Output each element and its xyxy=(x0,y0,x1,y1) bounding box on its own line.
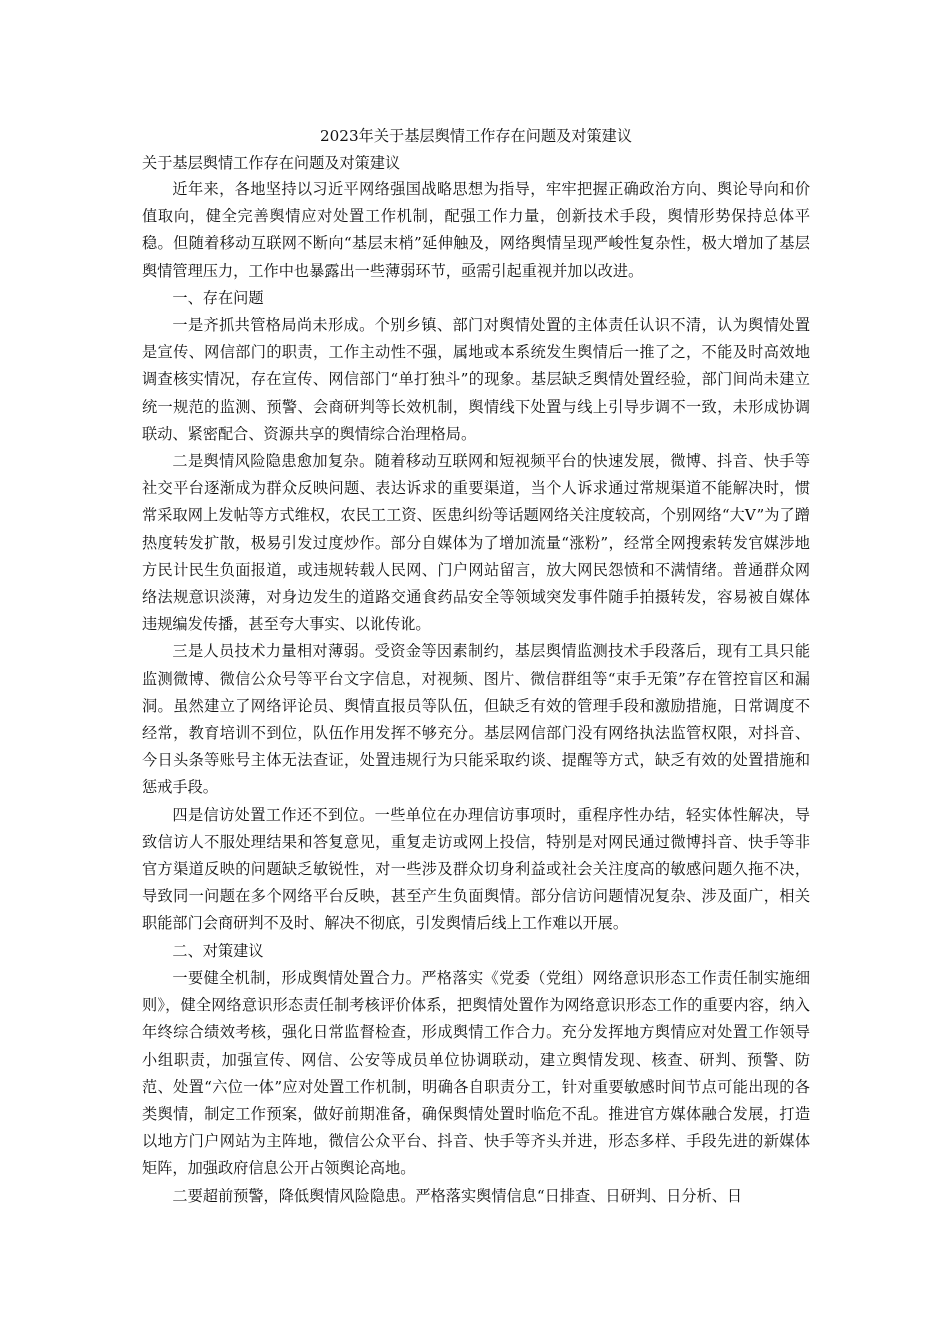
problem-paragraph-1: 一是齐抓共管格局尚未形成。个别乡镇、部门对舆情处置的主体责任认识不清，认为舆情处置是宣传、网信部门的职责，工作主动性不强，属地或本系统发生舆情后一推了之，不能及时高效地调查核实情况，存在宣传、网信部门“单打独斗”的现象。基层缺乏舆情处置经验，部门间尚未建立统一规范的监测、预警、会商研判等长效机制，舆情线下处置与线上引导步调不一致，未形成协调联动、紧密配合、资源共享的舆情综合治理格局。 xyxy=(142,316,810,443)
section-heading-problems: 一、存在问题 xyxy=(172,288,264,307)
suggestion-paragraph-2: 二要超前预警，降低舆情风险隐患。严格落实舆情信息“日排查、日研判、日分析、日 xyxy=(172,1186,743,1205)
problem-paragraph-3: 三是人员技术力量相对薄弱。受资金等因素制约，基层舆情监测技术手段落后，现有工具只能监测微博、微信公众号等平台文字信息，对视频、图片、微信群组等“束手无策”存在管控盲区和漏洞。虽然建立了网络评论员、舆情直报员等队伍，但缺乏有效的管理手段和激励措施，日常调度不经常，教育培训不到位，队伍作用发挥不够充分。基层网信部门没有网络执法监管权限，对抖音、今日头条等账号主体无法查证，处置违规行为只能采取约谈、提醒等方式，缺乏有效的处置措施和惩戒手段。 xyxy=(142,642,810,797)
document-page xyxy=(142,126,810,1210)
problem-paragraph-2: 二是舆情风险隐患愈加复杂。随着移动互联网和短视频平台的快速发展，微博、抖音、快手等社交平台逐渐成为群众反映问题、表达诉求的重要渠道，当个人诉求通过常规渠道不能解决时，惯常采取网上发帖等方式维权，农民工工资、医患纠纷等话题网络关注度较高，个别网络“大V”为了蹭热度转发扩散，极易引发过度炒作。部分自媒体为了增加流量“涨粉”，经常全网搜索转发官媒涉地方民计民生负面报道，或违规转载人民网、门户网站留言，放大网民怨愤和不满情绪。普通群众网络法规意识淡薄，对身边发生的道路交通食药品安全等领域突发事件随手拍摄转发，容易被自媒体违规编发传播，甚至夸大事实、以讹传讹。 xyxy=(142,452,810,634)
intro-paragraph: 近年来，各地坚持以习近平网络强国战略思想为指导，牢牢把握正确政治方向、舆论导向和价值取向，健全完善舆情应对处置工作机制，配强工作力量，创新技术手段，舆情形势保持总体平稳。但随着移动互联网不断向“基层末梢”延伸触及，网络舆情呈现严峻性复杂性，极大增加了基层舆情管理压力，工作中也暴露出一些薄弱环节，亟需引起重视并加以改进。 xyxy=(142,180,810,280)
suggestion-paragraph-1: 一要健全机制，形成舆情处置合力。严格落实《党委（党组）网络意识形态工作责任制实施细则》，健全网络意识形态责任制考核评价体系，把舆情处置作为网络意识形态工作的重要内容，纳入年终综合绩效考核，强化日常监督检查，形成舆情工作合力。充分发挥地方舆情应对处置工作领导小组职责，加强宣传、网信、公安等成员单位协调联动，建立舆情发现、核查、研判、预警、防范、处置“六位一体”应对处置工作机制，明确各自职责分工，针对重要敏感时间节点可能出现的各类舆情，制定工作预案，做好前期准备，确保舆情处置时临危不乱。推进官方媒体融合发展，打造以地方门户网站为主阵地，微信公众平台、抖音、快手等齐头并进，形态多样、手段先进的新媒体矩阵，加强政府信息公开占领舆论高地。 xyxy=(142,968,810,1178)
problem-paragraph-4: 四是信访处置工作还不到位。一些单位在办理信访事项时，重程序性办结，轻实体性解决，导致信访人不服处理结果和答复意见，重复走访或网上投信，特别是对网民通过微博抖音、快手等非官方渠道反映的问题缺乏敏锐性，对一些涉及群众切身利益或社会关注度高的敏感问题久拖不决，导致同一问题在多个网络平台反映，甚至产生负面舆情。部分信访问题情况复杂、涉及面广，相关职能部门会商研判不及时、解决不彻底，引发舆情后线上工作难以开展。 xyxy=(142,805,810,933)
document-subtitle: 关于基层舆情工作存在问题及对策建议 xyxy=(142,154,401,172)
section-heading-suggestions: 二、对策建议 xyxy=(172,941,264,960)
document-title: 2023年关于基层舆情工作存在问题及对策建议 xyxy=(319,127,633,145)
